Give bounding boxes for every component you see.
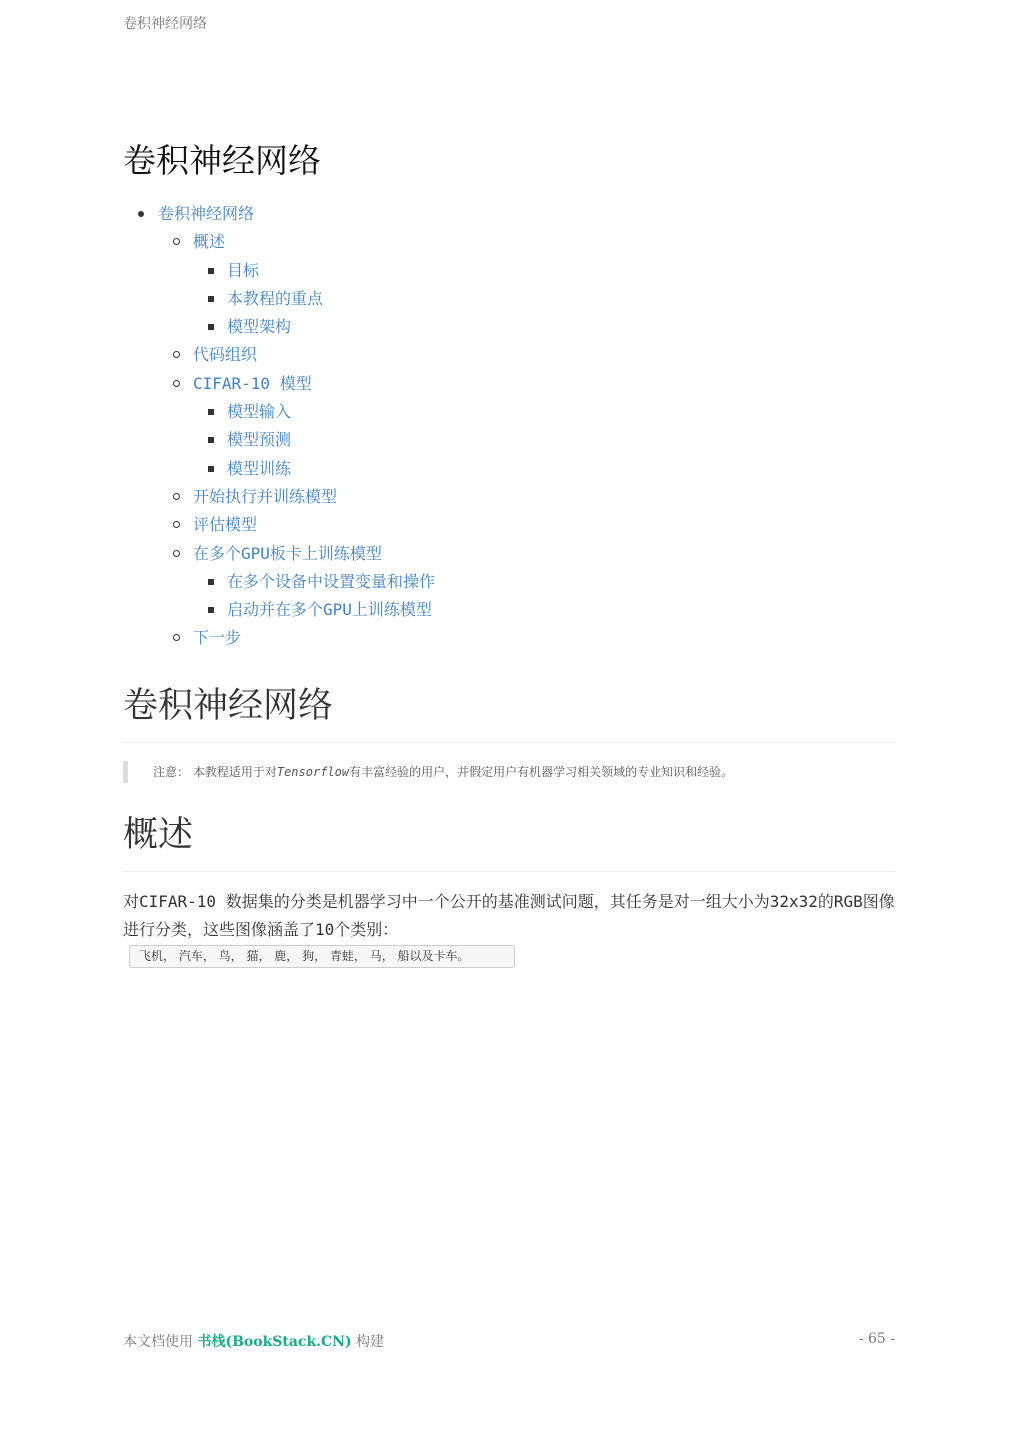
toc-link[interactable]: 模型训练 bbox=[227, 458, 292, 478]
square-bullet-icon bbox=[208, 607, 214, 613]
toc-link[interactable]: 目标 bbox=[227, 260, 260, 280]
note-blockquote bbox=[123, 761, 883, 783]
disc-bullet-icon bbox=[138, 211, 144, 217]
toc-link[interactable]: 在多个设备中设置变量和操作 bbox=[227, 571, 436, 591]
square-bullet-icon bbox=[208, 409, 214, 415]
toc-item bbox=[123, 313, 435, 341]
square-bullet-icon bbox=[208, 437, 214, 443]
toc-link[interactable]: 下一步 bbox=[193, 628, 242, 648]
footer-credit bbox=[123, 1331, 384, 1351]
section-heading: 卷积神经网络 bbox=[123, 684, 895, 743]
toc-link[interactable]: 模型输入 bbox=[227, 402, 292, 422]
toc-link[interactable]: 概述 bbox=[193, 232, 226, 252]
document-title: 卷积神经网络 bbox=[123, 141, 321, 180]
categories-code-block: 飞机， 汽车， 鸟， 猫， 鹿， 狗， 青蛙， 马， 船以及卡车。 bbox=[129, 945, 515, 968]
toc-item bbox=[123, 257, 435, 285]
toc-link[interactable]: 在多个GPU板卡上训练模型 bbox=[193, 543, 382, 563]
toc-item bbox=[123, 568, 435, 596]
toc-item bbox=[123, 483, 435, 511]
note-text-after: 有丰富经验的用户，并假定用户有机器学习相关领域的专业知识和经验。 bbox=[349, 765, 734, 779]
toc-link[interactable]: CIFAR-10 模型 bbox=[193, 373, 312, 393]
circle-bullet-icon bbox=[173, 238, 180, 245]
toc-item bbox=[123, 370, 435, 398]
footer-prefix: 本文档使用 bbox=[123, 1334, 198, 1350]
bookstack-link[interactable]: 书栈(BookStack.CN) bbox=[197, 1334, 352, 1350]
toc-link[interactable]: 卷积神经网络 bbox=[158, 204, 255, 223]
square-bullet-icon bbox=[208, 579, 214, 585]
toc-item bbox=[123, 624, 435, 652]
toc-item bbox=[123, 285, 435, 313]
circle-bullet-icon bbox=[173, 550, 180, 557]
page-number: - 65 - bbox=[858, 1331, 895, 1347]
circle-bullet-icon bbox=[173, 634, 180, 641]
toc-item bbox=[123, 398, 435, 426]
toc-item bbox=[123, 200, 435, 228]
note-text-before: 本教程适用于对 bbox=[189, 765, 277, 779]
circle-bullet-icon bbox=[173, 351, 180, 358]
toc-link[interactable]: 开始执行并训练模型 bbox=[193, 486, 338, 506]
circle-bullet-icon bbox=[173, 493, 180, 500]
square-bullet-icon bbox=[208, 268, 214, 274]
toc-item bbox=[123, 228, 435, 256]
toc-item bbox=[123, 341, 435, 369]
table-of-contents bbox=[123, 200, 435, 653]
toc-link[interactable]: 本教程的重点 bbox=[227, 288, 324, 308]
toc-item bbox=[123, 511, 435, 539]
toc-item bbox=[123, 596, 435, 624]
note-emphasis: Tensorflow bbox=[276, 765, 350, 779]
toc-item bbox=[123, 455, 435, 483]
circle-bullet-icon bbox=[173, 521, 180, 528]
toc-item bbox=[123, 426, 435, 454]
toc-link[interactable]: 启动并在多个GPU上训练模型 bbox=[227, 600, 432, 620]
toc-link[interactable]: 代码组织 bbox=[193, 345, 258, 365]
running-header: 卷积神经网络 bbox=[123, 16, 207, 32]
toc-item bbox=[123, 540, 435, 568]
circle-bullet-icon bbox=[173, 380, 180, 387]
square-bullet-icon bbox=[208, 296, 214, 302]
overview-heading: 概述 bbox=[123, 813, 895, 872]
toc-link[interactable]: 模型架构 bbox=[227, 317, 292, 337]
square-bullet-icon bbox=[208, 466, 214, 472]
square-bullet-icon bbox=[208, 324, 214, 330]
footer-suffix: 构建 bbox=[351, 1334, 385, 1350]
overview-paragraph bbox=[123, 888, 895, 944]
toc-link[interactable]: 模型预测 bbox=[227, 430, 292, 450]
toc-link[interactable]: 评估模型 bbox=[193, 515, 258, 535]
overview-text: 对CIFAR-10 数据集的分类是机器学习中一个公开的基准测试问题，其任务是对一组大小为32x32的RGB图像进行分类，这些图像涵盖了10个类别： bbox=[123, 892, 895, 939]
note-prefix: 注意： bbox=[153, 765, 190, 779]
